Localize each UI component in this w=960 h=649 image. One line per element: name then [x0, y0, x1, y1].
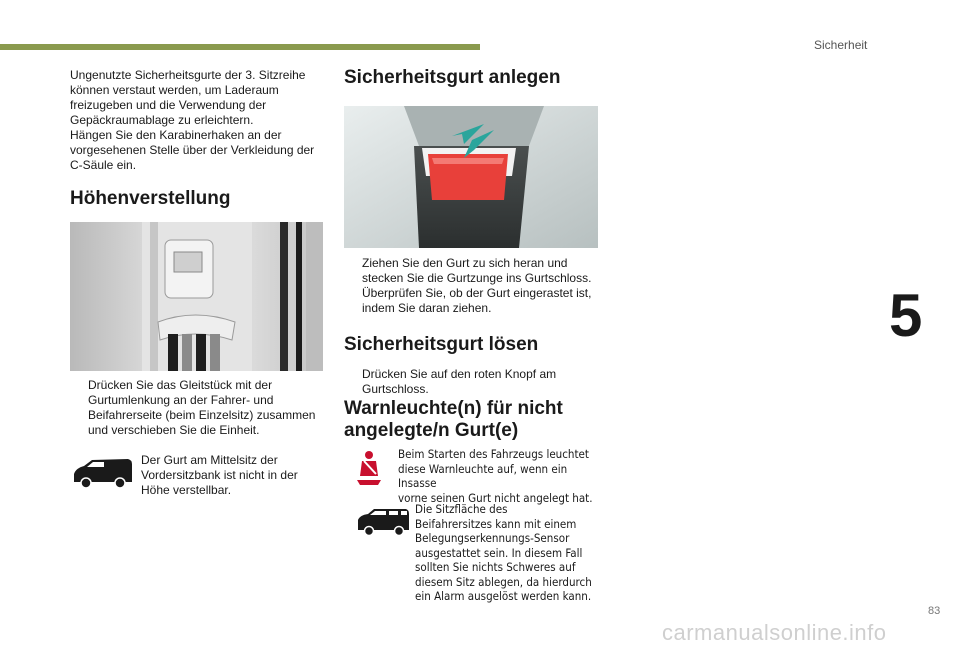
- release-bullet: [344, 367, 604, 397]
- text-line: Drücken Sie auf den roten Knopf am: [362, 367, 557, 381]
- text-line: Überprüfen Sie, ob der Gurt eingerastet ist,: [362, 286, 592, 300]
- text-line: Beifahrerseite (beim Einzelsitz) zusammen: [88, 408, 316, 422]
- text-line: und verschieben Sie die Einheit.: [88, 423, 260, 437]
- text-line: ein Alarm ausgelöst werden kann.: [415, 589, 592, 603]
- text-line: indem Sie daran ziehen.: [362, 301, 492, 315]
- warning-note: [398, 447, 608, 505]
- sensor-note: [415, 502, 610, 604]
- text-line: diesem Sitz ablegen, da hierdurch: [415, 574, 592, 589]
- text-line: Gurtumlenkung an der Fahrer- und: [88, 393, 274, 407]
- height-adjust-illustration: [70, 222, 323, 371]
- text-line: Der Gurt am Mittelsitz der: [141, 453, 278, 467]
- text-line: Höhe verstellbar.: [141, 483, 232, 497]
- text-line: Gepäckraumablage zu erleichtern.: [70, 113, 254, 127]
- section-name: Sicherheit: [814, 38, 868, 52]
- fasten-title: Sicherheitsgurt anlegen: [344, 67, 561, 88]
- text-line: Gurtschloss.: [362, 382, 429, 396]
- chapter-number: 5: [889, 282, 923, 349]
- accent-bar: [0, 44, 480, 50]
- buckle-image: [344, 106, 598, 248]
- mpv-silhouette-icon: [356, 506, 410, 538]
- text-line: freizugeben und die Verwendung der: [70, 98, 267, 112]
- text-line: Hängen Sie den Karabinerhaken an der: [70, 128, 282, 142]
- text-line: vorgesehenen Stelle über der Verkleidung der: [70, 143, 315, 157]
- text-line: diese Warnleuchte auf, wenn ein Insasse: [398, 461, 568, 490]
- fasten-bullet-2: [344, 286, 604, 316]
- text-line: Beim Starten des Fahrzeugs leuchtet: [398, 447, 589, 461]
- seatbelt-warning-icon: [354, 450, 384, 486]
- height-adjust-title: Höhenverstellung: [70, 188, 231, 209]
- page-number: 83: [928, 605, 941, 617]
- text-line: ausgestattet sein. In diesem Fall: [415, 545, 583, 560]
- text-line: Vordersitzbank ist nicht in der: [141, 468, 298, 482]
- watermark: carmanualsonline.info: [662, 620, 887, 645]
- text-line: können verstaut werden, um Laderaum: [70, 83, 279, 97]
- text-line: Beifahrersitzes kann mit einem: [415, 516, 577, 531]
- text-line: vorne seinen Gurt nicht angelegt hat.: [398, 490, 593, 505]
- height-adjust-bullet: [70, 378, 340, 438]
- fasten-bullets: [344, 256, 604, 316]
- text-line: stecken Sie die Gurtzunge ins Gurtschloss.: [362, 271, 592, 285]
- middle-seat-note: [141, 453, 331, 498]
- buckle-illustration: [344, 106, 598, 248]
- text-line: sollten Sie nichts Schweres auf: [415, 560, 576, 574]
- text-line: Belegungserkennungs-Sensor: [415, 531, 570, 545]
- warning-title: [344, 398, 563, 442]
- text-line: Drücken Sie das Gleitstück mit der: [88, 378, 273, 392]
- height-adjust-image: [70, 222, 323, 371]
- text-line: C-Säule ein.: [70, 158, 137, 172]
- intro-paragraph: [70, 68, 340, 173]
- text-line: Warnleuchte(n) für nicht: [344, 398, 563, 419]
- text-line: Die Sitzfläche des: [415, 502, 508, 516]
- van-silhouette-icon: [70, 456, 134, 490]
- release-title: Sicherheitsgurt lösen: [344, 334, 539, 355]
- text-line: angelegte/n Gurt(e): [344, 420, 519, 441]
- text-line: Ziehen Sie den Gurt zu sich heran und: [362, 256, 568, 270]
- text-line: Ungenutzte Sicherheitsgurte der 3. Sitzreihe: [70, 68, 306, 82]
- fasten-bullet-1: [344, 256, 604, 286]
